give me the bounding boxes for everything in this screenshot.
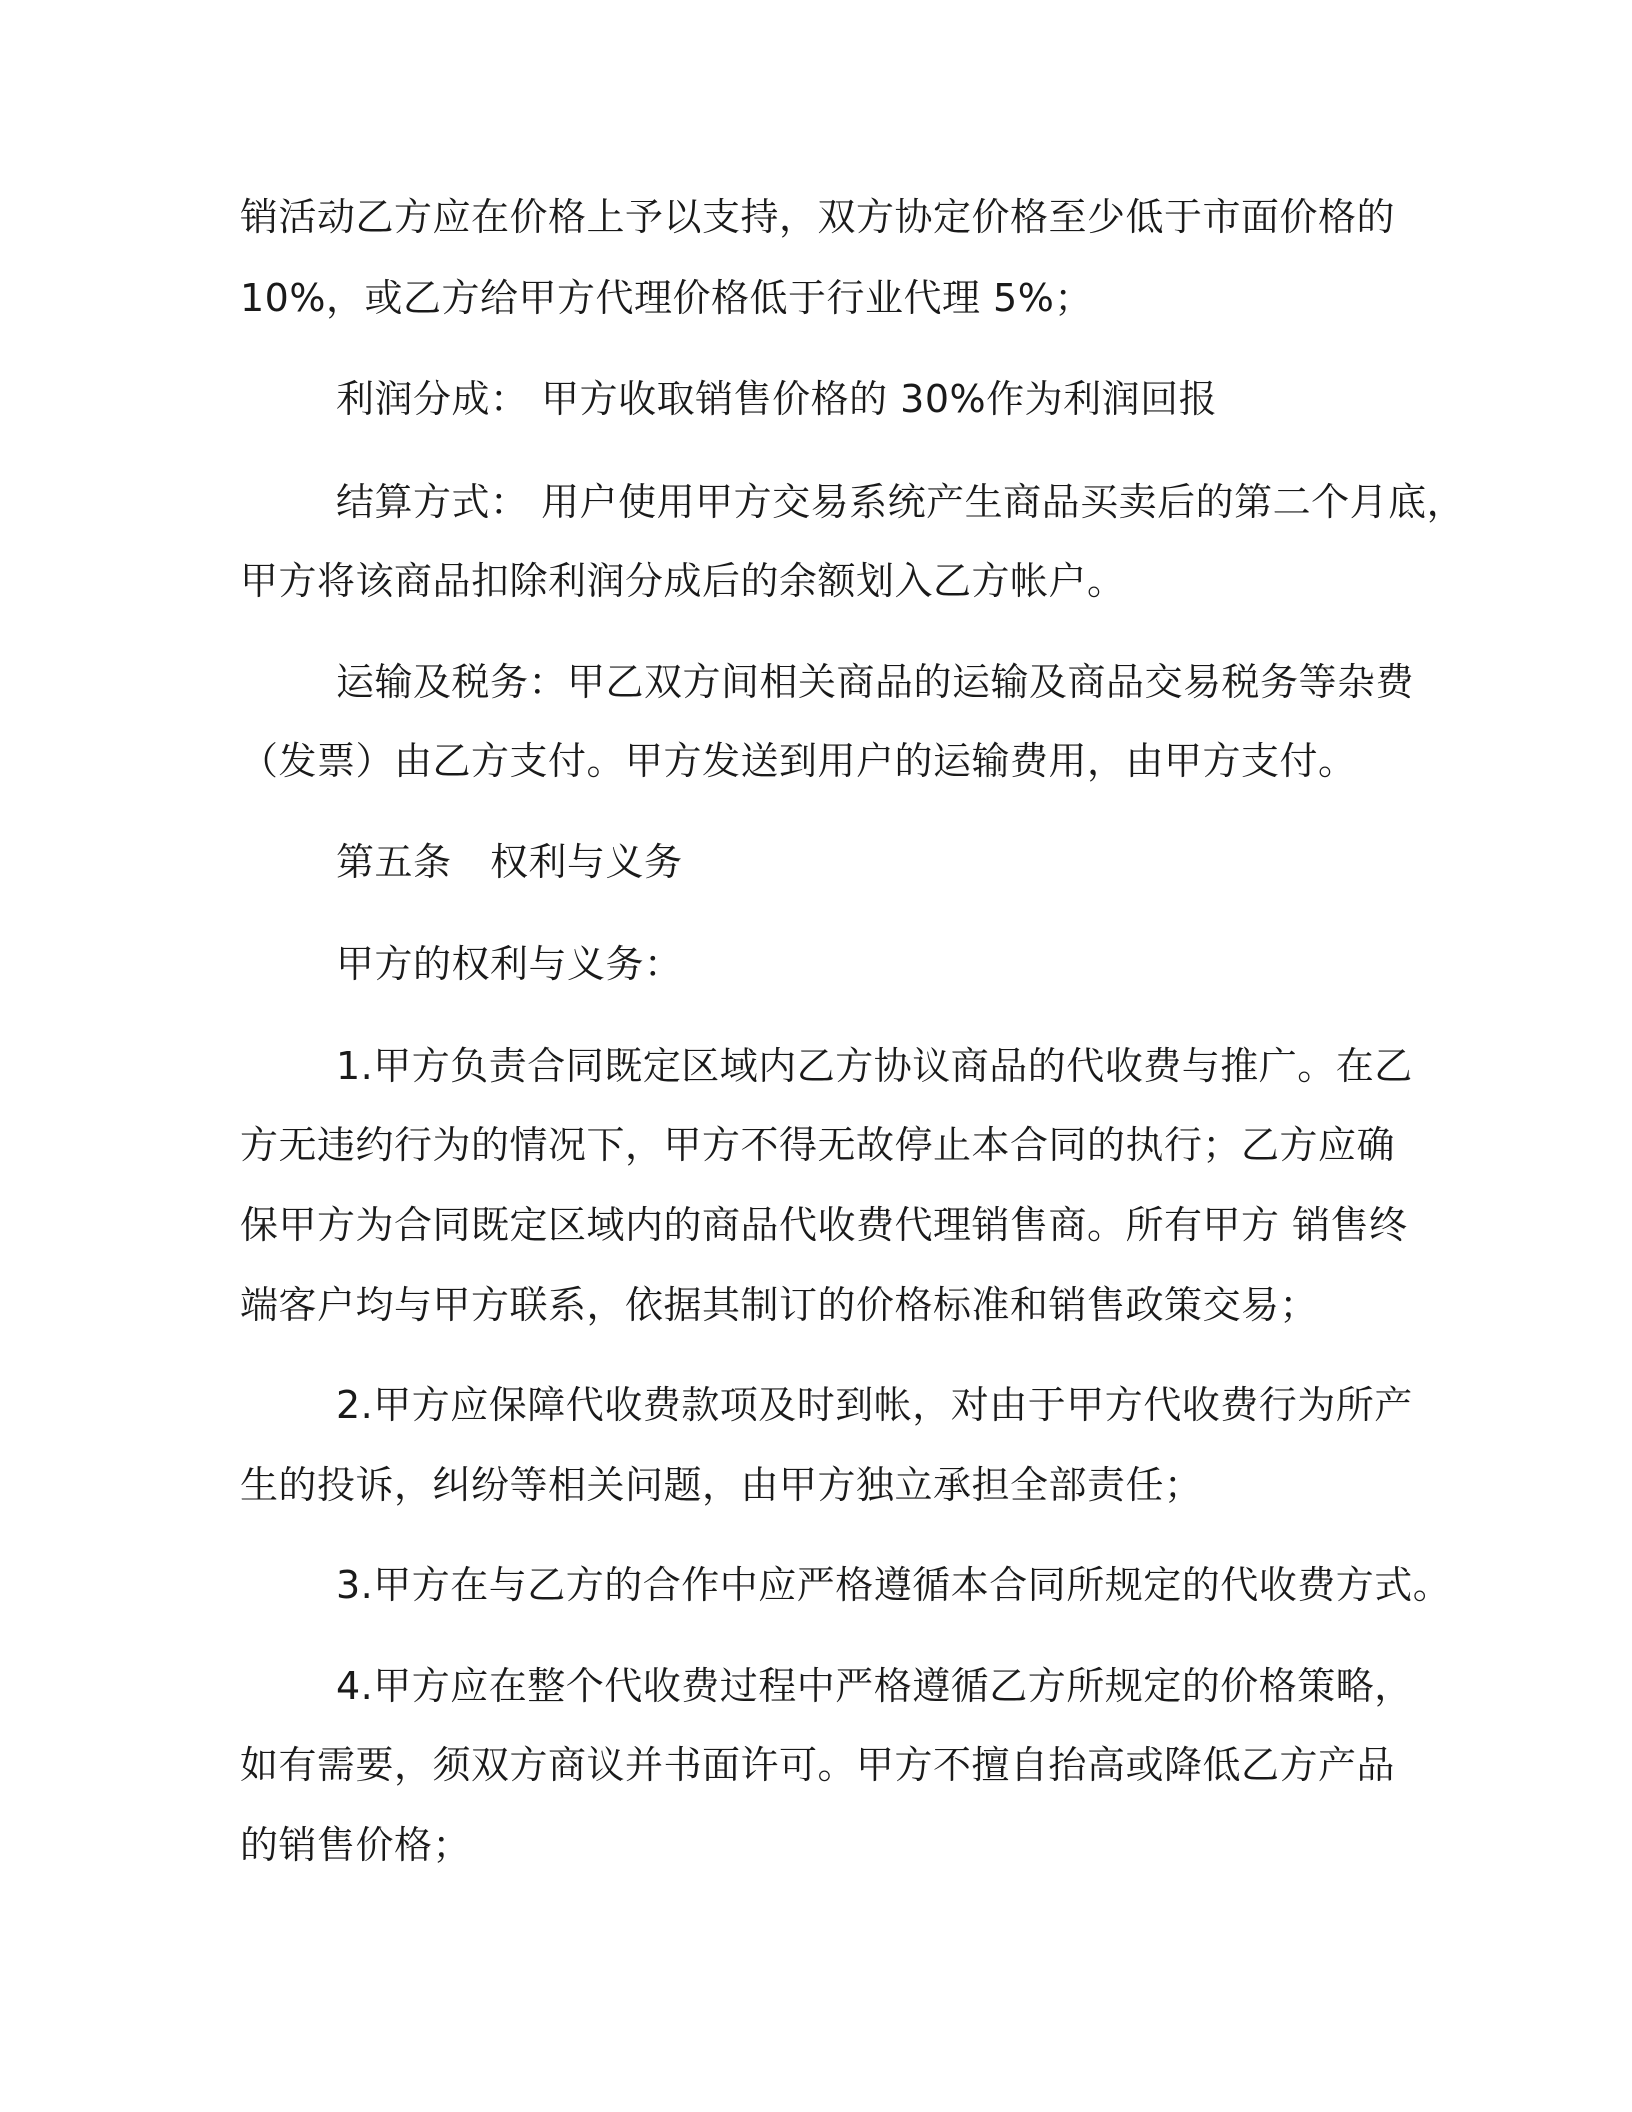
- paragraph-profit-sharing: 利润分成： 甲方收取销售价格的 30%作为利润回报: [336, 377, 1218, 421]
- text-line: 方无违约行为的情况下，甲方不得无故停止本合同的执行；乙方应确: [240, 1123, 1396, 1167]
- list-item-1: 1.甲方负责合同既定区域内乙方协议商品的代收费与推广。在乙: [336, 1044, 1413, 1088]
- text-line: 销活动乙方应在价格上予以支持，双方协定价格至少低于市面价格的: [240, 195, 1396, 239]
- list-item-2: 2.甲方应保障代收费款项及时到帐，对由于甲方代收费行为所产: [336, 1383, 1413, 1427]
- text-line: 的销售价格；: [240, 1823, 472, 1867]
- text-line: 端客户均与甲方联系，依据其制订的价格标准和销售政策交易；: [240, 1283, 1319, 1327]
- subsection-heading: 甲方的权利与义务：: [336, 942, 683, 986]
- paragraph-transport-tax: 运输及税务：甲乙双方间相关商品的运输及商品交易税务等杂费: [336, 660, 1415, 704]
- list-item-3: 3.甲方在与乙方的合作中应严格遵循本合同所规定的代收费方式。: [336, 1563, 1452, 1607]
- paragraph-settlement: 结算方式： 用户使用甲方交易系统产生商品买卖后的第二个月底，: [336, 480, 1466, 524]
- text-line: 如有需要，须双方商议并书面许可。甲方不擅自抬高或降低乙方产品: [240, 1743, 1396, 1787]
- text-line: （发票）由乙方支付。甲方发送到用户的运输费用，由甲方支付。: [240, 739, 1357, 783]
- text-line: 生的投诉，纠纷等相关问题，由甲方独立承担全部责任；: [240, 1463, 1203, 1507]
- section-heading: 第五条 权利与义务: [336, 840, 683, 884]
- text-line: 保甲方为合同既定区域内的商品代收费代理销售商。所有甲方 销售终: [240, 1203, 1408, 1247]
- text-line: 甲方将该商品扣除利润分成后的余额划入乙方帐户。: [240, 559, 1126, 603]
- list-item-4: 4.甲方应在整个代收费过程中严格遵循乙方所规定的价格策略，: [336, 1664, 1413, 1708]
- text-line: 10%，或乙方给甲方代理价格低于行业代理 5%；: [240, 276, 1093, 320]
